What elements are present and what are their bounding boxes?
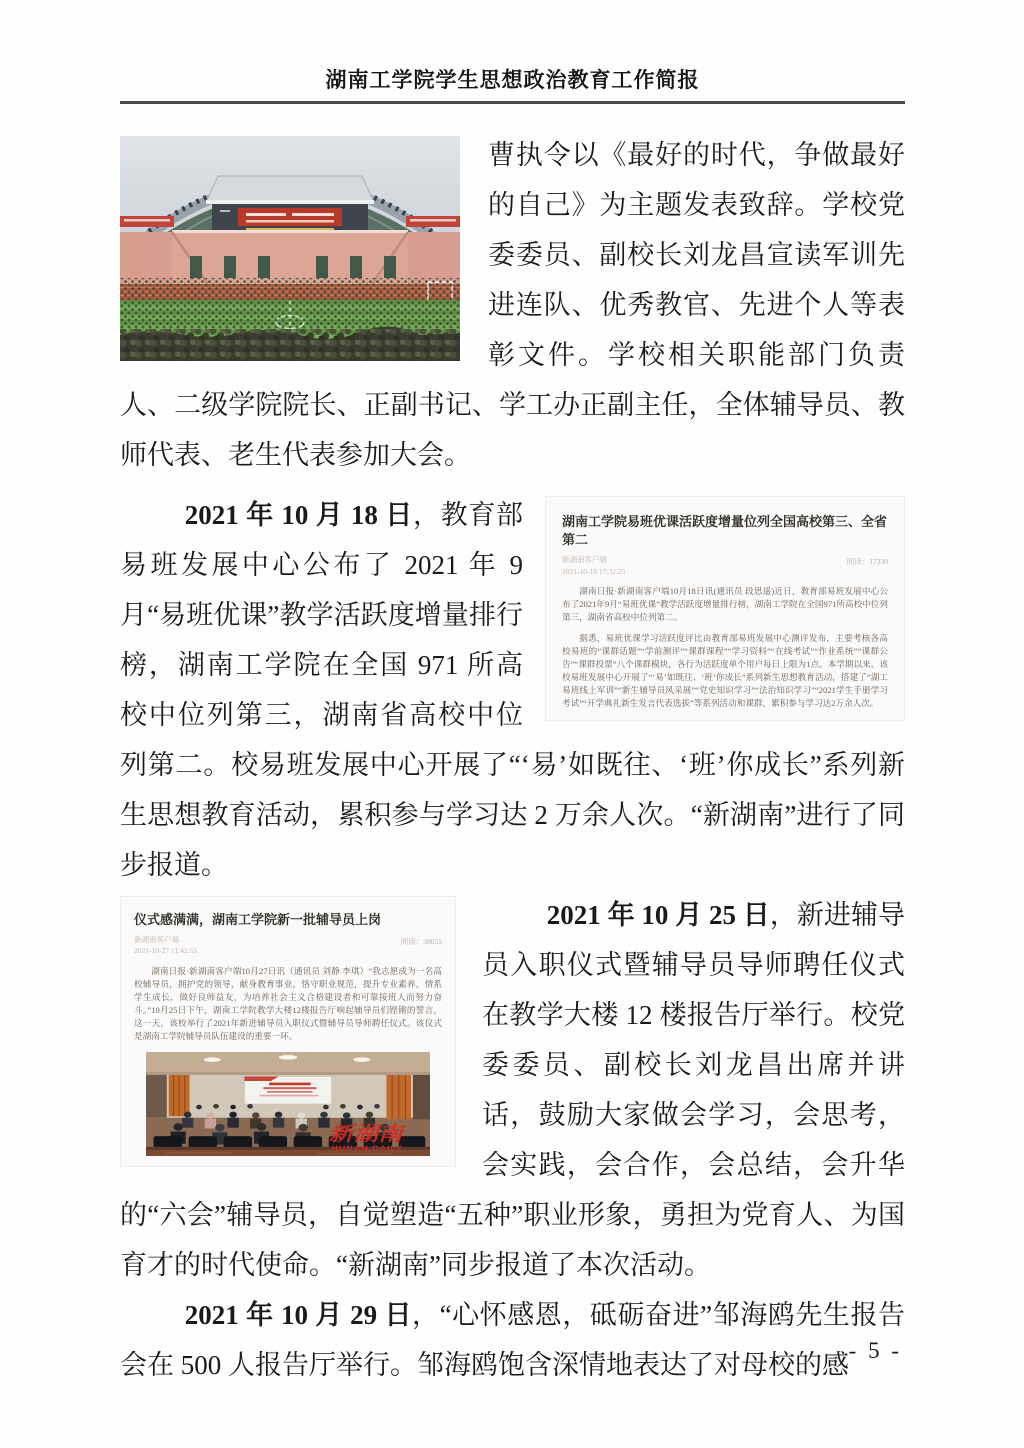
paragraph-3-text: ，新进辅导员入职仪式暨辅导员导师聘任仪式在教学大楼 12 楼报告厅举行。校党委委员、副校长刘龙昌出席并讲话，鼓励大家做会学习，会思考，会实践，会合作，会总结，会升华的“六会”辅导员，自觉塑造“五种”职业形象，勇担为党育人、为国育才的时代使命。“新湖南”同步报道了本次活动。 — [120, 900, 906, 1280]
header-title: 湖南工学院学生思想政治教育工作简报 — [325, 69, 700, 92]
projection-screen — [244, 1076, 331, 1104]
news1-paragraph-1: 湖南日报·新湖南客户端10月18日讯(通讯员 段思遥)近日，教育部易班发展中心公布了2021年9月“易班优课”教学活跃度增量排行榜，湖南工学院在全国971所高校中位列第三，湖南省高校中位列第二。 — [562, 585, 888, 622]
news1-title: 湖南工学院易班优课活跃度增量位列全国高校第三、全省第二 — [562, 514, 888, 548]
paragraph-2-date: 2021 年 10 月 18 日 — [184, 500, 413, 530]
page-header — [120, 64, 905, 104]
watermark-text: 新湖南 — [328, 1122, 403, 1145]
news-screenshot-counselor — [120, 896, 456, 1167]
news2-timestamp: 2021-10-27 11:42:55 — [134, 946, 198, 956]
stadium-crowd — [120, 278, 460, 361]
paragraph-4-date: 2021 年 10 月 29 日 — [184, 1300, 413, 1330]
stadium-photo — [120, 136, 460, 361]
paragraph-2-text: ，教育部易班发展中心公布了 2021 年 9 月“易班优课”教学活跃度增量排行榜，湖南工学院在全国 971 所高校中位列第三，湖南省高校中位列第二。校易班发展中心开展了“‘易’如既往、‘班’你成长”系列新生思想教育活动，累积参与学习达 2 万余人次。“新湖南”进行了同步报道。 — [120, 500, 905, 880]
news2-title: 仪式感满满，湖南工学院新一批辅导员上岗 — [134, 912, 382, 927]
page-content — [120, 130, 905, 1390]
watermark-subtext: HUNAN DAILY — [331, 1144, 403, 1153]
news1-meta — [562, 554, 888, 577]
news1-read-count: 阅读：17339 — [846, 557, 888, 567]
news1-paragraph-2: 据悉，易班优课学习活跃度评比由教育部易班发展中心测评发布，主要考核各高校易班的“课群话题”“学前测评”“课群课程”“学习资料”“在线考试”“作业系统”“课群公告”“课群投票”八个课群模块，各行为活跃度单个用户每日上限为1点。本学期以来，该校易班发展中心开展了“‘易’如既往、‘班’你成长”系列新生思想教育活动，搭建了“湖工易班线上军训”“新生辅导员风采展”“党史知识学习”“法治知识学习”“2021学生手册学习考试”“开学典礼新生发言代表选拔”等系列活动和课群，累积参与学习达2万余人次。 — [562, 632, 888, 708]
page-number: - 5 - — [848, 1338, 902, 1363]
paragraph-3-date: 2021 年 10 月 25 日 — [546, 900, 770, 930]
news1-timestamp: 2021-10-18 17:32:25 — [562, 566, 626, 576]
paragraph-2 — [120, 490, 905, 890]
paragraph-4 — [120, 1290, 905, 1390]
paragraph-3 — [120, 890, 905, 1290]
paragraph-4-text: ，“心怀感恩，砥砺奋进”邹海鸥先生报告会在 500 人报告厅举行。邹海鸥饱含深情地表达了对母校的感 — [120, 1300, 906, 1380]
stadium-photo-illustration — [120, 136, 460, 361]
news1-source: 新湖南客户端 — [562, 555, 607, 565]
news2-meta — [134, 934, 442, 957]
news-screenshot-yiban — [545, 496, 905, 721]
paragraph-1 — [120, 130, 905, 480]
news2-paragraph-1: 湖南日报·新湖南客户端10月27日讯（通讯员 刘静 李琪）“我志愿成为一名高校辅导员，拥护党的领导，献身教育事业，恪守职业规范，提升专业素养，情系学生成长，做好良师益友，为培养社会主义合格建设者和可靠接班人而努力奋斗。”10月25日下午，湖南工学院教学大楼12楼报告厅响起辅导员们铿锵的誓言。这一天，该校举行了2021年新进辅导员入职仪式暨辅导员导师聘任仪式。该仪式是湖南工学院辅导员队伍建设的重要一环。 — [134, 965, 442, 1041]
meeting-photo — [146, 1052, 430, 1156]
news1-source-block — [562, 554, 626, 577]
news2-source-block — [134, 934, 197, 957]
news2-source: 新湖南客户端 — [134, 935, 179, 945]
hunan-daily-watermark — [329, 1123, 407, 1152]
meeting-photo-illustration — [146, 1052, 430, 1156]
paragraph-1-text: 曹执令以《最好的时代，争做最好的自己》为主题发表致辞。学校党委委员、副校长刘龙昌宣读军训先进连队、优秀教官、先进个人等表彰文件。学校相关职能部门负责人、二级学院院长、正副书记、学工办正副主任，全体辅导员、教师代表、老生代表参加大会。 — [120, 140, 905, 470]
news2-read-count: 阅读：38055 — [400, 937, 442, 947]
